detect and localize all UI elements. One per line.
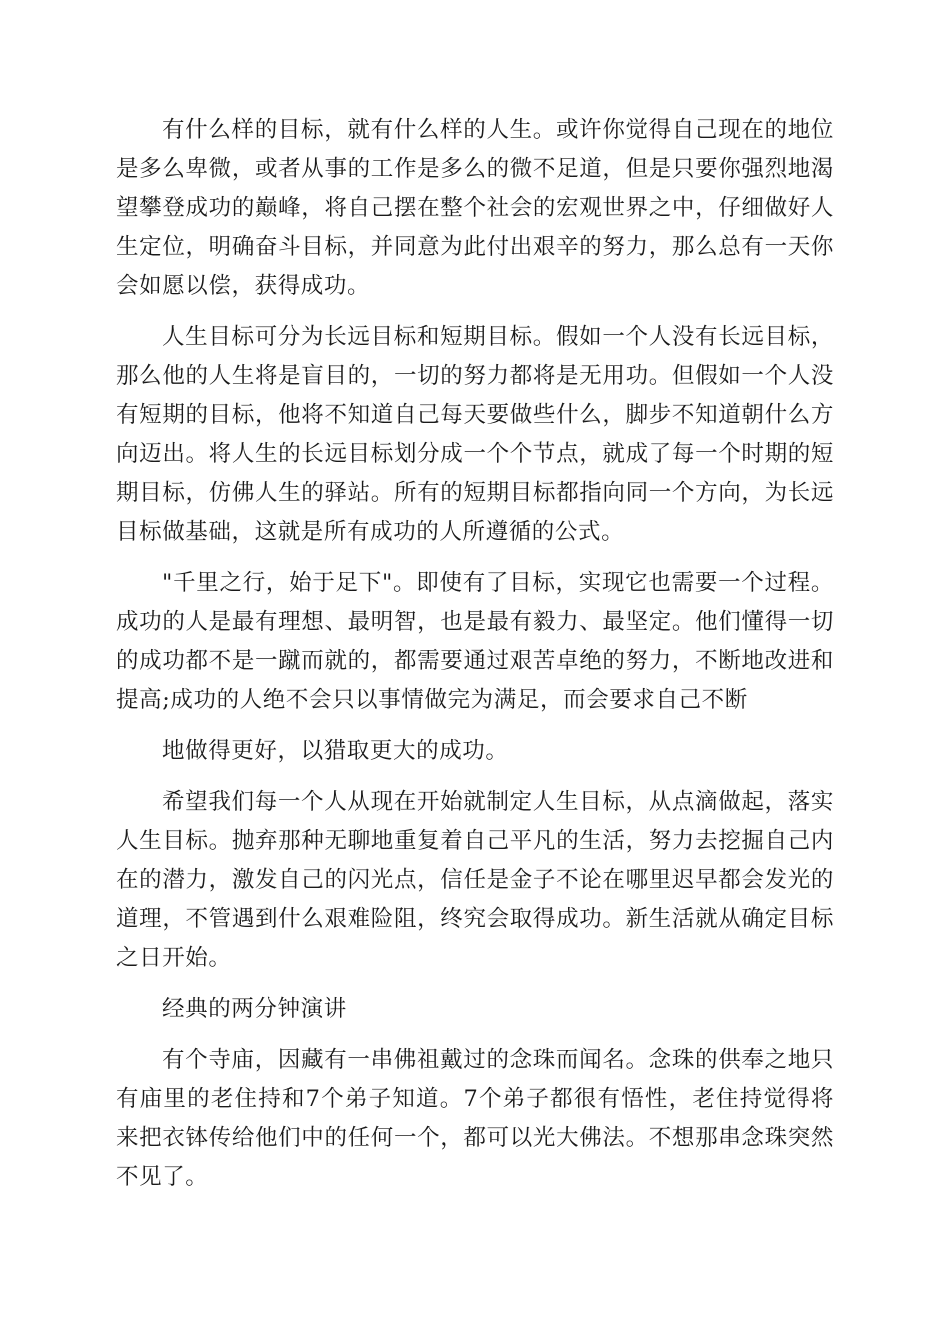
document-body [116,111,834,1209]
paragraph-do-better: 地做得更好，以猎取更大的成功。 [162,738,509,764]
paragraph-long-short-goals: 人生目标可分为长远目标和短期目标。假如一个人没有长远目标，那么他的人生将是盲目的，一切的努力都将是无用功。但假如一个人没有短期的目标，他将不知道自己每天要做些什么，脚步不知道朝什么方向迈出。将人生的长远目标划分成一个个节点，就成了每一个时期的短期目标，仿佛人生的驿站。所有的短期目标都指向同一个方向，为长远目标做基础，这就是所有成功的人所遵循的公式。 [116,324,834,545]
section-heading: 经典的两分钟演讲 [162,996,347,1022]
paragraph-temple-story: 有个寺庙，因藏有一串佛祖戴过的念珠而闻名。念珠的供奉之地只有庙里的老住持和7个弟子知道。7个弟子都很有悟性，老住持觉得将来把衣钵传给他们中的任何一个，都可以光大佛法。不想那串念珠突然不见了。 [116,1047,834,1190]
paragraph-hope: 希望我们每一个人从现在开始就制定人生目标，从点滴做起，落实人生目标。抛弃那种无聊地重复着自己平凡的生活，努力去挖掘自己内在的潜力，激发自己的闪光点，信任是金子不论在哪里迟早都会发光的道理，不管遇到什么艰难险阻，终究会取得成功。新生活就从确定目标之日开始。 [116,789,834,971]
paragraph-goals-and-life: 有什么样的目标，就有什么样的人生。或许你觉得自己现在的地位是多么卑微，或者从事的工作是多么的微不足道，但是只要你强烈地渴望攀登成功的巅峰，将自己摆在整个社会的宏观世界之中，仔细做好人生定位，明确奋斗目标，并同意为此付出艰辛的努力，那么总有一天你会如愿以偿，获得成功。 [116,117,834,299]
paragraph-journey-begins: "千里之行，始于足下"。即使有了目标，实现它也需要一个过程。成功的人是最有理想、最明智，也是最有毅力、最坚定。他们懂得一切的成功都不是一蹴而就的，都需要通过艰苦卓绝的努力，不断地改进和提高;成功的人绝不会只以事情做完为满足，而会要求自己不断 [116,570,834,713]
